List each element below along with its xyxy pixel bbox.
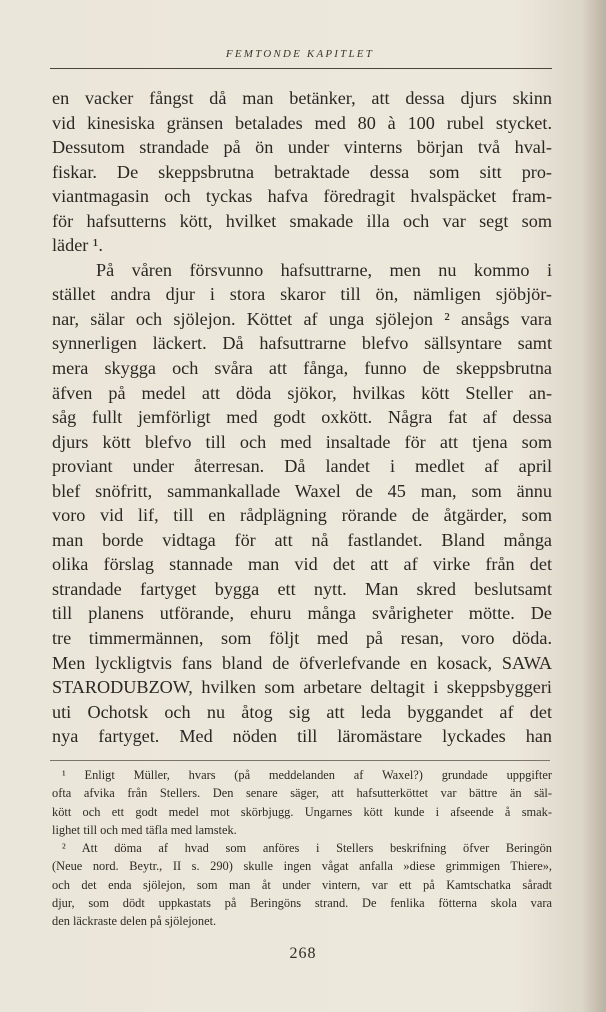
text-line: tre timmermännen, som följt med på resan, voro döda.	[52, 628, 552, 649]
text-line: man borde vidtaga för att nå fastlandet. Bland många	[52, 529, 552, 550]
text-line: vid kinesiska gränsen betalades med 80 à 100 rubel stycket.	[52, 112, 552, 133]
running-header: FEMTONDE KAPITLET	[225, 48, 375, 60]
text-line: nya fartyget. Med nöden till läromästare lyckades han	[52, 726, 552, 747]
text-line: blef snöfritt, sammankallade Waxel de 45 man, som ännu	[52, 480, 552, 501]
header-rule	[50, 68, 552, 69]
footnote-line: (Neue nord. Beytr., II s. 290) skulle ingen vågat anfalla »diese grimmigen Thiere»,	[52, 859, 552, 874]
footnote-line: ofta afvika från Stellers. Den senare säger, att hafsutterköttet var bättre än säl-	[52, 786, 552, 801]
text-line: fiskar. De skeppsbrutna betraktade dessa som sitt pro-	[52, 161, 552, 182]
footnote-line: och det enda sjölejon, som man åt under vintern, var ett på Kamtschatka såradt	[52, 877, 552, 892]
footnote-line: djur, som dödt uppkastats på Beringöns strand. De fenlika fötterna skola vara	[52, 896, 552, 911]
text-line: STARODUBZOW, hvilken som arbetare deltagit i skeppsbyggeri	[52, 677, 552, 698]
footnote-line: kött och ett godt medel mot skörbjugg. Ungarnes kött kunde i afseende å smak-	[52, 804, 552, 819]
text-line: läder ¹.	[52, 235, 103, 256]
text-line: en vacker fångst då man betänker, att dessa djurs skinn	[52, 88, 552, 108]
text-line: På våren försvunno hafsuttrarne, men nu kommo i	[96, 259, 552, 280]
main-text	[52, 86, 552, 749]
footnote-rule	[50, 760, 550, 761]
footnote-line: lighet till och med täfla med lamstek.	[52, 822, 237, 837]
text-line: för hafsutterns kött, hvilket smakade illa och var segt som	[52, 210, 552, 231]
footnote-line: den läckraste delen på sjölejonet.	[52, 914, 217, 929]
footnote-line: ¹ Enligt Müller, hvars (på meddelanden af Waxel?) grundade uppgifter	[62, 768, 552, 782]
text-line: strandade fartyget bygga ett nytt. Man skred beslutsamt	[52, 578, 552, 599]
text-line: mera skygga och svåra att fånga, funno de skeppsbrutna	[52, 358, 552, 379]
text-line: uti Ochotsk och nu åtog sig att leda byggandet af det	[52, 701, 552, 722]
footnotes	[52, 766, 552, 931]
text-line: Dessutom strandade på ön under vinterns början två hval-	[52, 137, 552, 158]
text-line: synnerligen läckert. Då hafsuttrarne blefvo sällsyntare samt	[52, 333, 552, 354]
footnote-line: ² Att döma af hvad som anföres i Stellers beskrifning öfver Beringön	[62, 841, 552, 856]
text-line: proviant under återresan. Då landet i medlet af april	[52, 456, 552, 477]
text-line: äfven på medel att döda sjökor, hvilkas kött Steller an-	[52, 382, 552, 403]
text-line: till planens utförande, ehuru många svårigheter mötte. De	[52, 603, 552, 624]
text-line: olika förslag stannade man vid det att af virke från det	[52, 554, 552, 575]
text-line: voro vid lif, till en rådplägning rörande de åtgärder, som	[52, 505, 552, 526]
text-line: stället andra djur i stora skaror till ön, nämligen sjöbjör-	[52, 284, 552, 305]
text-line: såg fullt jemförligt med godt oxkött. Några fat af dessa	[52, 407, 552, 428]
page-number: 268	[289, 945, 317, 962]
text-line: djurs kött blefvo till och med insaltade för att tjena som	[52, 431, 552, 452]
text-line: nar, sälar och sjölejon. Köttet af unga sjölejon ² ansågs vara	[52, 308, 552, 329]
text-line: viantmagasin och tyckas hafva föredragit hvalspäcket fram-	[52, 186, 552, 207]
text-line: Men lyckligtvis fans bland de öfverlefvande en kosack, SAWA	[52, 652, 552, 673]
